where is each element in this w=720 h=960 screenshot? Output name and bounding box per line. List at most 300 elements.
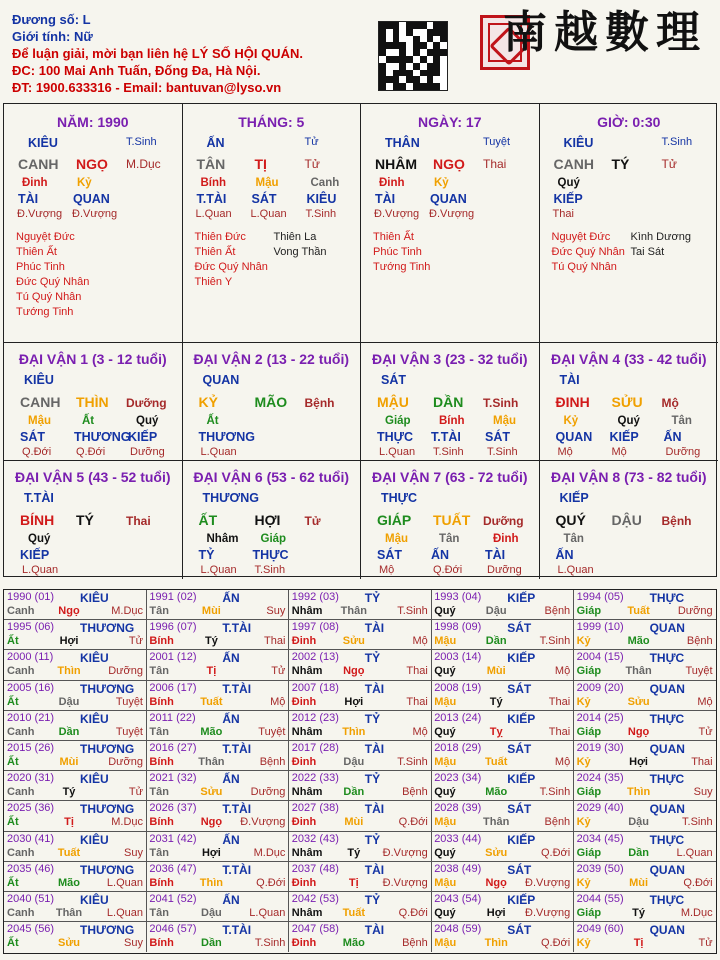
hidden-phase: T.Sinh — [487, 446, 518, 458]
year-stem: Đinh — [291, 937, 317, 950]
year-label — [576, 651, 685, 666]
header — [0, 0, 720, 100]
phase-label: Thai — [126, 514, 151, 528]
year-cell[interactable] — [289, 922, 432, 952]
year-cell[interactable] — [146, 711, 289, 741]
heavenly-stem: TÂN — [196, 156, 226, 172]
year-cell[interactable] — [431, 741, 574, 771]
year-cell[interactable] — [146, 801, 289, 831]
year-phase: Bệnh — [544, 816, 571, 829]
year-branch: Thân — [55, 907, 83, 919]
year-number: 1997 (08) — [291, 621, 339, 634]
luck-cycle-cell[interactable] — [183, 343, 362, 461]
year-cell[interactable] — [4, 711, 147, 741]
year-number: 2028 (39) — [434, 802, 482, 815]
hidden-god: QUAN — [73, 192, 110, 206]
ten-god-label: KIÊU — [28, 136, 58, 150]
heavenly-stem: NHÂM — [375, 156, 417, 172]
year-number: 1993 (04) — [434, 591, 482, 603]
hidden-god: TÀI — [375, 192, 396, 206]
luck-cycle-cell[interactable] — [540, 343, 719, 461]
year-phase: Tử — [128, 635, 143, 648]
year-cell[interactable] — [4, 771, 147, 801]
year-number: 2013 (24) — [434, 711, 482, 724]
year-label — [149, 802, 252, 817]
year-cell[interactable] — [146, 650, 289, 680]
yearly-table — [3, 589, 717, 954]
year-phase: Suy — [124, 846, 143, 859]
year-cell[interactable] — [431, 590, 574, 620]
address-line: ĐC: 100 Mai Anh Tuấn, Đống Đa, Hà Nội. — [12, 63, 261, 78]
year-ten-god: SÁT — [507, 802, 532, 817]
year-stem: Canh — [7, 665, 35, 678]
year-ten-god: T.TÀI — [222, 802, 252, 817]
ten-god-label: KIÊU — [24, 373, 54, 387]
ten-god-label: SÁT — [381, 373, 406, 387]
year-label — [434, 651, 536, 666]
year-stem: Bính — [149, 695, 174, 708]
year-label — [291, 651, 381, 666]
year-label — [576, 832, 685, 847]
year-branch: Hợi — [201, 846, 221, 859]
year-label — [149, 591, 240, 605]
star-item: Kình Dương — [630, 231, 691, 243]
year-cell[interactable] — [431, 771, 574, 801]
luck-cycle-cell[interactable] — [361, 461, 540, 579]
year-cell[interactable] — [431, 922, 574, 952]
year-branch: Mão — [200, 725, 223, 738]
hidden-god: THƯƠNG — [198, 430, 255, 444]
year-cell[interactable] — [146, 681, 289, 711]
luck-title: ĐẠI VẬN 5 (43 - 52 tuổi) — [14, 469, 171, 485]
year-branch: Sửu — [200, 786, 223, 799]
year-stem: Nhâm — [291, 665, 323, 678]
year-branch: Tị — [348, 876, 359, 889]
star-item: Thiên La — [273, 231, 317, 243]
luck-cycle-cell[interactable] — [361, 343, 540, 461]
year-cell[interactable] — [289, 650, 432, 680]
year-number: 2039 (50) — [576, 862, 624, 875]
subject-name: Đương số: L — [12, 12, 91, 27]
year-phase: Mộ — [412, 635, 428, 648]
year-label — [434, 742, 532, 756]
year-phase: Mộ — [554, 665, 571, 678]
year-branch: Tý — [347, 846, 361, 859]
year-phase: Bệnh — [402, 786, 428, 799]
year-cell[interactable] — [289, 590, 432, 620]
hidden-god: ẤN — [555, 548, 574, 562]
year-phase: Dưỡng — [108, 756, 143, 768]
hidden-god: KIẾP — [20, 548, 50, 562]
year-number: 1996 (07) — [149, 621, 197, 634]
year-cell[interactable] — [4, 862, 147, 892]
year-cell[interactable] — [574, 681, 717, 711]
year-cell[interactable] — [289, 801, 432, 831]
year-cell[interactable] — [4, 741, 147, 771]
year-cell[interactable] — [431, 650, 574, 680]
year-stem: Canh — [7, 907, 35, 919]
year-number: 2032 (43) — [291, 832, 339, 845]
year-label — [576, 711, 685, 726]
year-cell[interactable] — [289, 862, 432, 892]
year-cell[interactable] — [574, 771, 717, 801]
year-phase: T.Sinh — [539, 786, 571, 799]
year-cell[interactable] — [574, 711, 717, 741]
year-number: 1992 (03) — [291, 591, 339, 603]
year-label — [149, 923, 252, 938]
year-cell[interactable] — [146, 892, 289, 922]
year-cell[interactable] — [146, 832, 289, 862]
year-stem: Mậu — [434, 695, 457, 708]
year-stem: Bính — [149, 756, 174, 768]
pillar-cell — [183, 104, 362, 343]
year-phase: Suy — [693, 786, 713, 799]
earthly-branch: MÃO — [254, 394, 288, 410]
hidden-god: SÁT — [20, 430, 45, 444]
year-ten-god: TÀI — [364, 742, 385, 756]
year-ten-god: KIÊU — [80, 591, 109, 605]
year-phase: Q.Đới — [540, 846, 571, 859]
year-ten-god: KIẾP — [507, 832, 536, 847]
year-stem: Bính — [149, 937, 174, 950]
year-number: 1991 (02) — [149, 591, 197, 603]
year-ten-god: QUAN — [649, 742, 685, 756]
year-number: 2019 (30) — [576, 742, 624, 754]
year-ten-god: KIẾP — [507, 893, 536, 907]
year-stem: Mậu — [434, 756, 457, 768]
year-ten-god: T.TÀI — [222, 681, 252, 696]
year-cell[interactable] — [574, 801, 717, 831]
hidden-phase: Đ.Vượng — [72, 208, 118, 220]
year-ten-god: TỶ — [364, 651, 381, 666]
year-label — [434, 772, 536, 787]
year-number: 2024 (35) — [576, 772, 624, 785]
year-stem: Kỷ — [576, 937, 591, 950]
year-cell[interactable] — [146, 590, 289, 620]
year-branch: Mùi — [201, 605, 221, 617]
year-ten-god: TÀI — [364, 802, 385, 817]
year-cell[interactable] — [574, 892, 717, 922]
year-label — [576, 681, 685, 696]
year-stem: Quý — [434, 665, 456, 678]
year-branch: Thìn — [484, 937, 508, 950]
luck-cycle-cell[interactable] — [540, 461, 719, 579]
year-number: 2012 (23) — [291, 711, 339, 724]
year-stem: Canh — [7, 725, 35, 738]
year-label — [149, 772, 240, 787]
year-branch: Tuất — [627, 605, 650, 617]
year-stem: Kỷ — [576, 816, 591, 829]
year-cell[interactable] — [431, 620, 574, 650]
year-branch: Dần — [201, 937, 222, 950]
year-ten-god: SÁT — [507, 742, 532, 756]
contact-line: Để luận giải, mời bạn liên hệ LÝ SỐ HỘI QUÁN. — [12, 46, 303, 61]
pillar-title: THÁNG: 5 — [238, 114, 305, 130]
year-ten-god: KIÊU — [80, 893, 109, 907]
year-ten-god: KIẾP — [507, 711, 536, 726]
year-cell[interactable] — [289, 771, 432, 801]
year-ten-god: THỰC — [649, 772, 685, 787]
year-stem: Bính — [149, 816, 174, 829]
heavenly-stem: KỶ — [198, 394, 218, 410]
year-label — [291, 893, 381, 907]
year-phase: Thai — [406, 695, 428, 708]
year-ten-god: KIÊU — [80, 651, 109, 666]
year-cell[interactable] — [146, 862, 289, 892]
year-cell[interactable] — [574, 650, 717, 680]
year-label — [434, 681, 532, 696]
hidden-god: KIẾP — [553, 192, 583, 206]
year-cell[interactable] — [146, 922, 289, 952]
year-ten-god: THỰC — [649, 832, 685, 847]
hidden-god: TÀI — [18, 192, 39, 206]
phone-email-line: ĐT: 1900.633316 - Email: bantuvan@lyso.vn — [12, 80, 282, 95]
year-cell[interactable] — [574, 922, 717, 952]
year-stem: Ất — [7, 695, 19, 708]
year-cell[interactable] — [4, 922, 147, 952]
year-cell[interactable] — [4, 620, 147, 650]
year-cell[interactable] — [574, 862, 717, 892]
year-ten-god: ẤN — [222, 711, 240, 726]
year-stem: Tân — [149, 907, 169, 919]
year-phase: Tử — [698, 725, 713, 738]
year-number: 2022 (33) — [291, 772, 339, 785]
year-phase: Q.Đới — [398, 907, 428, 919]
heavenly-stem: ẤT — [198, 512, 218, 528]
year-cell[interactable] — [289, 832, 432, 862]
pillar-cell — [361, 104, 540, 343]
year-branch: Hợi — [344, 695, 364, 708]
year-cell[interactable] — [4, 650, 147, 680]
hidden-stem: Đinh — [22, 177, 48, 189]
luck-cycle-cell[interactable] — [4, 343, 183, 461]
phase-label: T.Sinh — [661, 136, 693, 148]
year-cell[interactable] — [289, 711, 432, 741]
year-cell[interactable] — [574, 590, 717, 620]
year-number: 2045 (56) — [7, 923, 55, 936]
year-ten-god: ẤN — [222, 832, 240, 847]
pillar-title: NĂM: 1990 — [56, 114, 129, 130]
hidden-stem: Canh — [310, 177, 340, 189]
year-cell[interactable] — [574, 620, 717, 650]
year-phase: M.Dục — [680, 907, 713, 919]
year-phase: Tử — [128, 786, 143, 799]
hidden-phase: Q.Đới — [22, 446, 52, 458]
year-label — [434, 621, 532, 636]
heavenly-stem: GIÁP — [377, 512, 412, 528]
hidden-phase: Mộ — [611, 446, 627, 458]
hidden-stem: Giáp — [260, 533, 287, 545]
hidden-phase: L.Quan — [379, 446, 416, 458]
year-phase: T.Sinh — [539, 635, 571, 648]
year-stem: Quý — [434, 605, 456, 617]
phase-label: Tuyệt — [483, 136, 511, 148]
year-phase: L.Quan — [106, 876, 143, 889]
year-number: 2002 (13) — [291, 651, 339, 664]
year-stem: Nhâm — [291, 605, 323, 617]
year-cell[interactable] — [431, 832, 574, 862]
year-cell[interactable] — [146, 771, 289, 801]
year-phase: Tuyệt — [115, 695, 143, 708]
year-cell[interactable] — [4, 892, 147, 922]
year-cell[interactable] — [146, 741, 289, 771]
year-stem: Mậu — [434, 876, 457, 889]
pillar-cell — [4, 104, 183, 343]
hidden-stem: Kỷ — [434, 177, 449, 189]
year-label — [7, 893, 109, 907]
year-ten-god: T.TÀI — [222, 621, 252, 636]
year-cell[interactable] — [289, 892, 432, 922]
luck-title: ĐẠI VẬN 1 (3 - 12 tuổi) — [18, 351, 167, 367]
hidden-stem: Mậu — [493, 415, 516, 427]
hidden-stem: Đinh — [379, 177, 405, 189]
year-cell[interactable] — [146, 620, 289, 650]
year-ten-god: TỶ — [364, 711, 381, 726]
year-branch: Tỵ — [489, 725, 503, 738]
year-label — [434, 893, 536, 907]
year-number: 2016 (27) — [149, 742, 197, 754]
ten-god-label: THỰC — [381, 491, 418, 505]
year-label — [434, 711, 536, 726]
year-phase: T.Sinh — [397, 605, 428, 617]
hidden-phase: Đ.Vượng — [374, 208, 420, 220]
year-label — [291, 591, 381, 605]
year-cell[interactable] — [574, 741, 717, 771]
year-cell[interactable] — [574, 832, 717, 862]
year-cell[interactable] — [4, 681, 147, 711]
year-label — [7, 802, 135, 817]
year-phase: M.Dục — [111, 816, 143, 829]
year-ten-god: THỰC — [649, 893, 685, 907]
earthly-branch: TÝ — [76, 512, 94, 528]
year-phase: Q.Đới — [540, 937, 571, 950]
hidden-stem: Ất — [82, 415, 95, 427]
year-cell[interactable] — [289, 741, 432, 771]
luck-cycle-cell[interactable] — [4, 461, 183, 579]
year-ten-god: ẤN — [222, 651, 240, 666]
year-label — [434, 832, 536, 847]
ten-god-label: THÂN — [385, 136, 420, 150]
year-phase: Q.Đới — [256, 876, 286, 889]
year-branch: Mùi — [629, 876, 649, 889]
year-cell[interactable] — [4, 832, 147, 862]
year-number: 1994 (05) — [576, 591, 624, 603]
year-stem: Đinh — [291, 756, 317, 768]
year-phase: Q.Đới — [398, 816, 428, 829]
earthly-branch: NGỌ — [76, 156, 108, 172]
year-number: 2015 (26) — [7, 742, 55, 754]
luck-title: ĐẠI VẬN 6 (53 - 62 tuổi) — [193, 469, 350, 485]
year-phase: Q.Đới — [683, 876, 713, 889]
year-branch: Tuất — [200, 695, 223, 708]
hidden-god: ẤN — [431, 548, 450, 562]
hidden-stem: Bính — [439, 415, 465, 427]
year-number: 2033 (44) — [434, 832, 482, 845]
year-cell[interactable] — [431, 892, 574, 922]
year-ten-god: QUAN — [649, 862, 685, 877]
year-branch: Dậu — [201, 907, 222, 919]
year-cell[interactable] — [4, 590, 147, 620]
year-branch: Thìn — [57, 665, 81, 678]
year-cell[interactable] — [289, 620, 432, 650]
year-ten-god: QUAN — [649, 681, 685, 696]
subject-gender: Giới tính: Nữ — [12, 29, 93, 44]
year-branch: Tý — [62, 786, 76, 799]
year-phase: Bệnh — [544, 605, 571, 617]
year-stem: Mậu — [434, 937, 457, 950]
luck-title: ĐẠI VẬN 2 (13 - 22 tuổi) — [193, 351, 350, 367]
hidden-god: SÁT — [377, 548, 402, 562]
year-branch: Dần — [485, 635, 507, 648]
star-item: Tướng Tinh — [16, 306, 74, 318]
hidden-god: TÀI — [485, 548, 506, 562]
hidden-stem: Tân — [671, 415, 692, 427]
year-stem: Ất — [7, 635, 19, 648]
heavenly-stem: BÍNH — [20, 512, 55, 528]
year-ten-god: TÀI — [364, 862, 385, 877]
qr-code-icon[interactable] — [378, 21, 448, 91]
pillar-title: GIỜ: 0:30 — [597, 114, 661, 130]
year-phase: Dưỡng — [677, 605, 713, 617]
year-number: 2035 (46) — [7, 862, 55, 875]
year-branch: Sửu — [485, 846, 508, 859]
pillar-title: NGÀY: 17 — [417, 114, 482, 130]
year-ten-god: SÁT — [507, 923, 532, 938]
phase-label: Dưỡng — [126, 396, 167, 410]
year-number: 2014 (25) — [576, 711, 624, 724]
year-number: 2048 (59) — [434, 923, 482, 936]
year-stem: Đinh — [291, 816, 317, 829]
year-label — [434, 591, 536, 605]
year-cell[interactable] — [431, 711, 574, 741]
hidden-stem: Quý — [557, 177, 580, 189]
hidden-stem: Tân — [439, 533, 460, 545]
year-phase: Suy — [124, 937, 143, 950]
star-item: Tú Quý Nhân — [16, 291, 82, 303]
earthly-branch: NGỌ — [433, 156, 465, 172]
year-cell[interactable] — [431, 862, 574, 892]
year-branch: Dần — [628, 846, 649, 859]
year-phase: Dưỡng — [250, 786, 286, 799]
year-phase: Dưỡng — [108, 665, 143, 678]
hidden-god: T.TÀI — [196, 192, 227, 206]
year-number: 2036 (47) — [149, 862, 197, 875]
year-stem: Canh — [7, 846, 35, 859]
year-phase: Mộ — [697, 695, 713, 708]
phase-label: T.Sinh — [483, 396, 519, 410]
year-branch: Sửu — [627, 695, 650, 708]
year-cell[interactable] — [431, 681, 574, 711]
luck-cycle-cell[interactable] — [183, 461, 362, 579]
year-phase: T.Sinh — [682, 816, 713, 829]
hidden-god: THƯƠNG — [74, 430, 131, 444]
year-stem: Quý — [434, 786, 456, 799]
year-branch: Thân — [625, 665, 652, 678]
hidden-phase: L.Quan — [200, 446, 237, 458]
year-ten-god: THƯƠNG — [80, 802, 135, 817]
year-number: 2000 (11) — [7, 651, 54, 664]
year-label — [7, 591, 109, 605]
year-cell[interactable] — [289, 681, 432, 711]
hidden-god: THỰC — [377, 430, 414, 444]
year-ten-god: THỰC — [649, 651, 685, 666]
year-label — [149, 681, 252, 696]
year-cell[interactable] — [4, 801, 147, 831]
year-label — [7, 832, 109, 847]
year-ten-god: TÀI — [364, 923, 385, 938]
star-item: Phúc Tinh — [16, 261, 65, 273]
year-cell[interactable] — [431, 801, 574, 831]
